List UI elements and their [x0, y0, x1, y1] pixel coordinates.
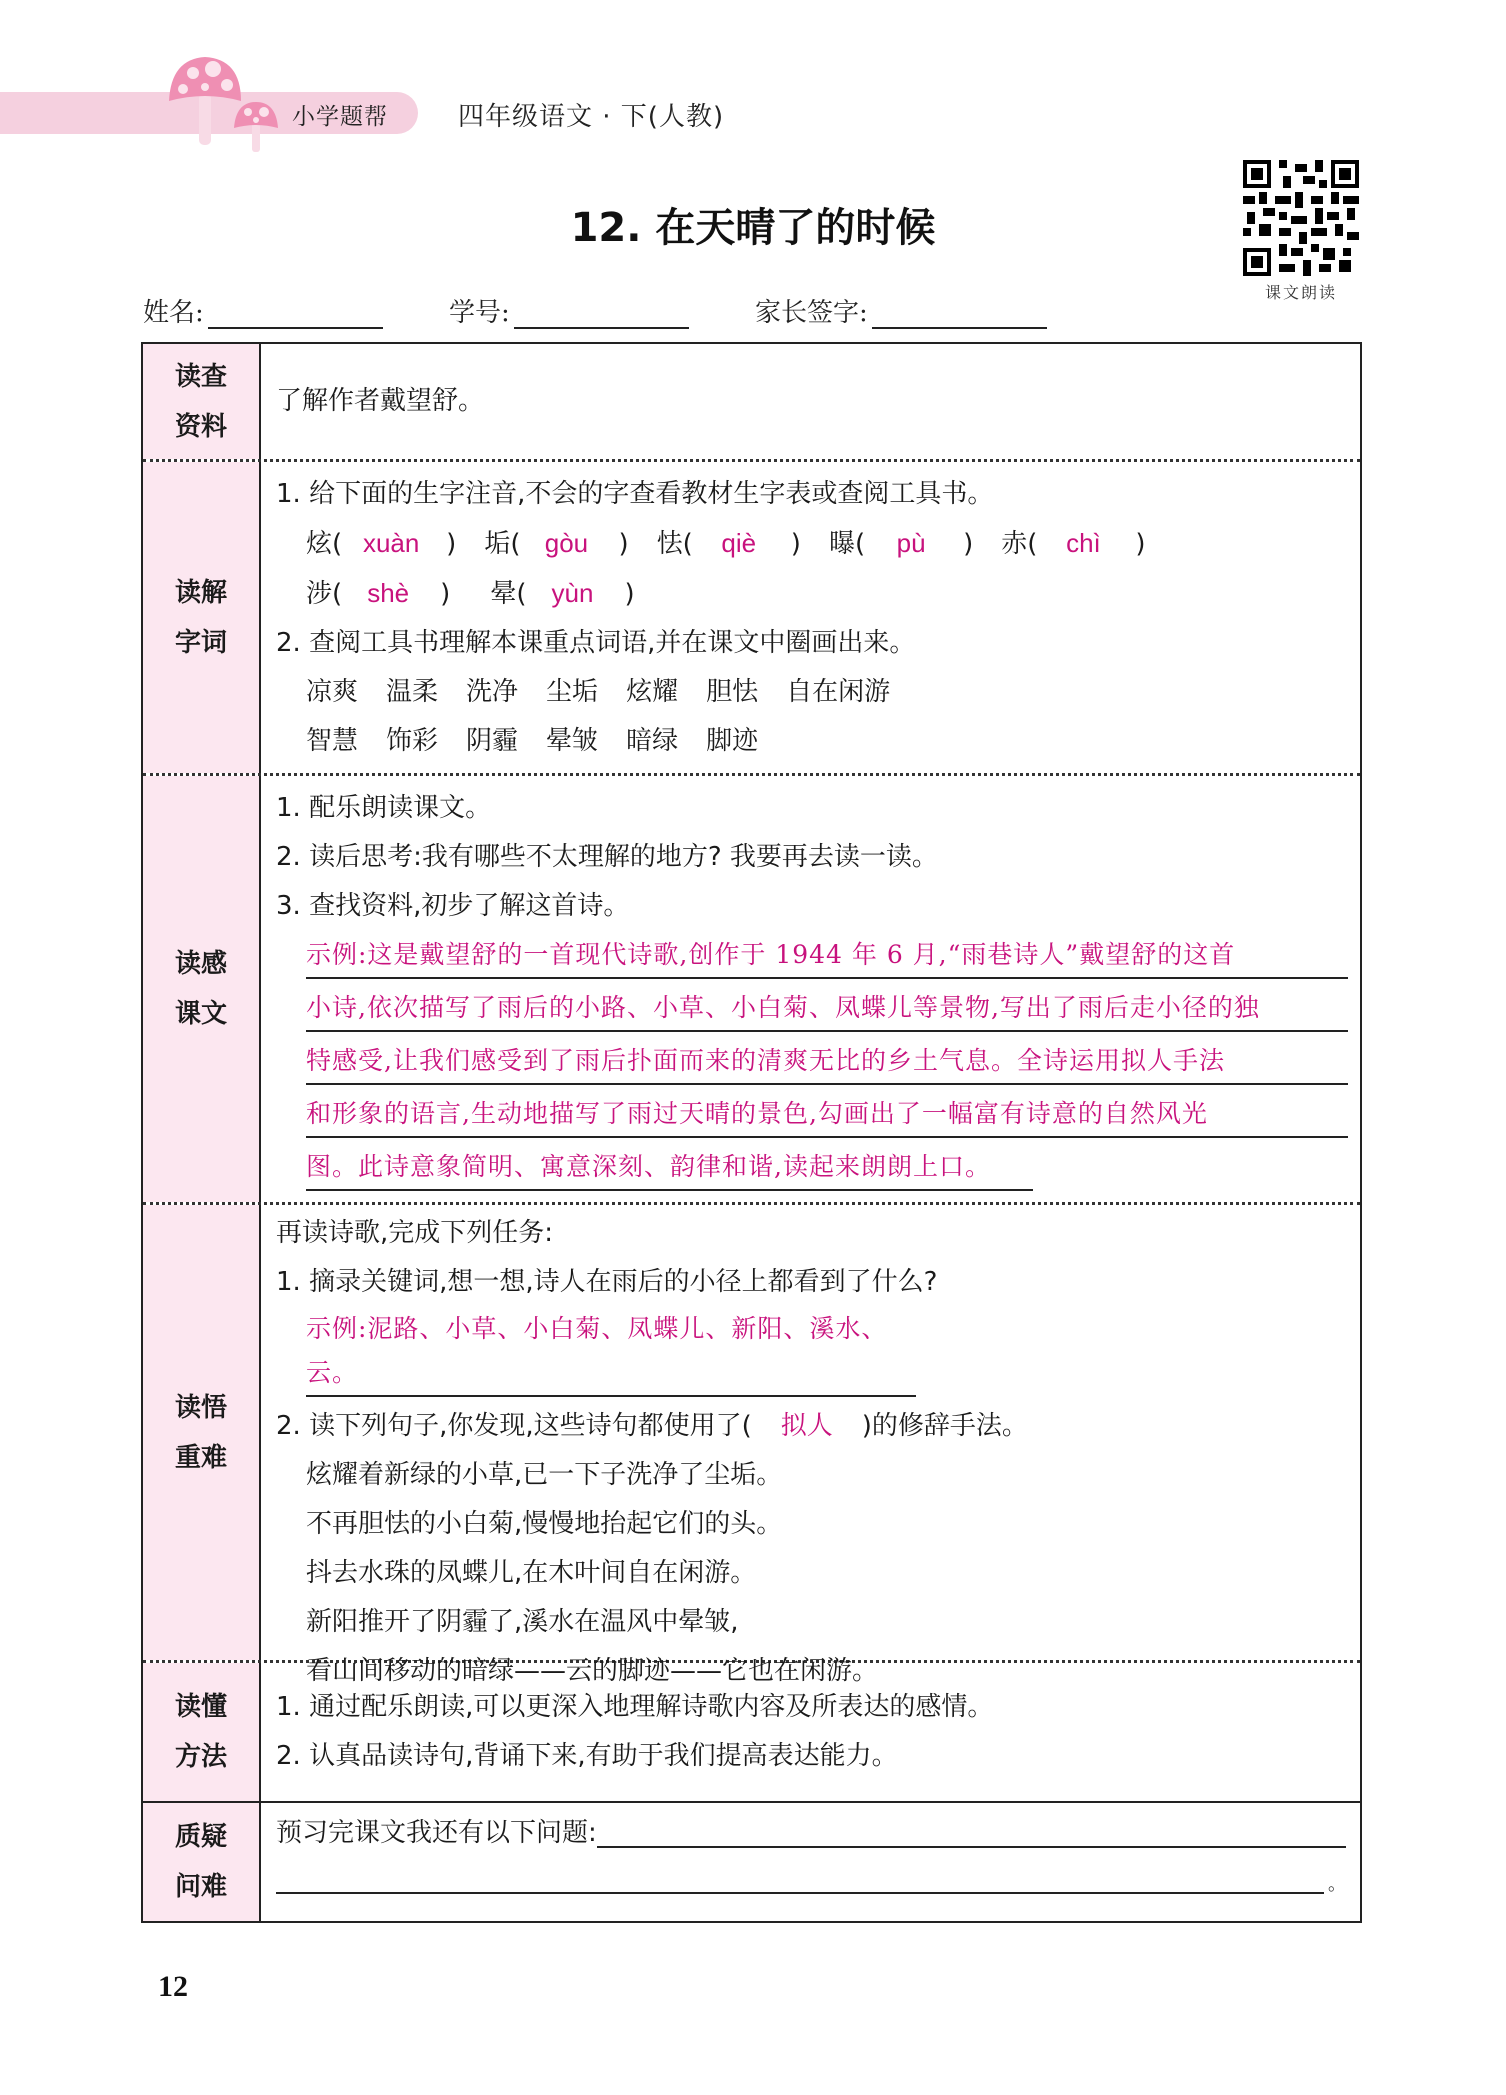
research-text: 了解作者戴望舒。 [276, 386, 485, 416]
section-content [261, 344, 1360, 459]
pinyin-row-1: 炫( xuàn ) 垢( gòu ) 怯( qiè ) 曝( pù ) 赤( chì ) [276, 519, 1346, 569]
answer-line: 小诗,依次描写了雨后的小路、小草、小白菊、凤蝶儿等景物,写出了雨后走小径的独 [306, 986, 1348, 1032]
answer-line: 示例:这是戴望舒的一首现代诗歌,创作于 1944 年 6 月,“雨巷诗人”戴望舒的这首 [306, 933, 1348, 979]
question-input-line-2[interactable] [276, 1864, 1324, 1894]
verse-line: 看山间移动的暗绿——云的脚迹——它也在闲游。 [306, 1656, 879, 1686]
section-label: 读悟 重难 [143, 1205, 261, 1660]
rhetoric-answer[interactable]: 拟人 [780, 1411, 833, 1441]
pinyin-row-2: 涉( shè ) 晕( yùn ) [276, 569, 1346, 619]
section-content [261, 1803, 1360, 1921]
name-blank[interactable] [208, 303, 383, 329]
section-content [261, 462, 1360, 773]
end-mark: 。 [1328, 1874, 1346, 1895]
worksheet-table [141, 342, 1362, 1923]
question-1: 1. 摘录关键词,想一想,诗人在雨后的小径上都看到了什么? [276, 1267, 938, 1297]
student-number-label: 学号: [449, 298, 510, 328]
qr-label: 课文朗读 [1264, 283, 1337, 302]
verse-line: 炫耀着新绿的小草,已一下子洗净了尘垢。 [306, 1460, 783, 1490]
name-label: 姓名: [143, 298, 204, 328]
answer-block [276, 1307, 1346, 1402]
verse-line: 新阳推开了阴霾了,溪水在温风中晕皱, [306, 1607, 739, 1637]
brand-name: 小学题帮 [292, 104, 388, 130]
method-item: 1. 通过配乐朗读,可以更深入地理解诗歌内容及所表达的感情。 [276, 1692, 994, 1722]
mushroom-icon-small [232, 100, 280, 152]
page-title: 12. 在天晴了的时候 [570, 205, 936, 251]
method-item: 2. 认真品读诗句,背诵下来,有助于我们提高表达能力。 [276, 1741, 898, 1771]
answer-line: 和形象的语言,生动地描写了雨过天晴的景色,勾画出了一幅富有诗意的自然风光 [306, 1092, 1348, 1138]
section-label: 读解 字词 [143, 462, 261, 773]
pinyin-answer[interactable]: yùn [551, 578, 594, 608]
parent-signature-field[interactable] [755, 292, 1047, 329]
pinyin-answer[interactable]: xuàn [362, 528, 420, 558]
verse-line: 不再胆怯的小白菊,慢慢地抬起它们的头。 [306, 1509, 783, 1539]
section-method [143, 1663, 1360, 1803]
pinyin-answer[interactable]: pù [896, 528, 926, 558]
question-2: 2. 读下列句子,你发现,这些诗句都使用了( 拟人 )的修辞手法。 [276, 1402, 1346, 1451]
answer-line: 特感受,让我们感受到了雨后扑面而来的清爽无比的乡土气息。全诗运用拟人手法 [306, 1039, 1348, 1085]
section-content [261, 776, 1362, 1202]
section-label: 质疑 问难 [143, 1803, 261, 1921]
pinyin-answer[interactable]: shè [367, 578, 410, 608]
pinyin-answer[interactable]: chì [1066, 528, 1101, 558]
pinyin-answer[interactable]: qiè [721, 528, 757, 558]
question-2: 2. 查阅工具书理解本课重点词语,并在课文中圈画出来。 [276, 628, 916, 658]
section-content [261, 1205, 1360, 1686]
word-list-2: 智慧 饰彩 阴霾 晕皱 暗绿 脚迹 [306, 726, 759, 756]
section-vocab [143, 462, 1360, 776]
section-content [261, 1663, 1360, 1801]
word-list-1: 凉爽 温柔 洗净 尘垢 炫耀 胆怯 自在闲游 [306, 677, 891, 707]
student-number-field[interactable] [449, 292, 689, 329]
reading-item: 3. 查找资料,初步了解这首诗。 [276, 891, 630, 921]
answer-block [276, 931, 1348, 1196]
section-research [143, 344, 1360, 462]
student-number-blank[interactable] [514, 303, 689, 329]
pinyin-answer[interactable]: gòu [544, 528, 589, 558]
reading-item: 2. 读后思考:我有哪些不太理解的地方? 我要再去读一读。 [276, 842, 938, 872]
answer-line: 图。此诗意象简明、寓意深刻、韵律和谐,读起来朗朗上口。 [306, 1145, 1033, 1191]
section-label: 读感 课文 [143, 776, 261, 1202]
book-subject: 四年级语文 · 下(人教) [458, 102, 725, 132]
reading-item: 1. 配乐朗读课文。 [276, 793, 492, 823]
task-intro: 再读诗歌,完成下列任务: [276, 1218, 554, 1248]
questions-prompt: 预习完课文我还有以下问题: [276, 1818, 597, 1848]
answer-line: 示例:泥路、小草、小白菊、凤蝶儿、新阳、溪水、云。 [306, 1307, 916, 1397]
verse-line: 抖去水珠的凤蝶儿,在木叶间自在闲游。 [306, 1558, 757, 1588]
question-1: 1. 给下面的生字注音,不会的字查看教材生字表或查阅工具书。 [276, 479, 994, 509]
name-field[interactable] [143, 292, 383, 329]
qr-code-icon[interactable] [1243, 160, 1359, 276]
section-questions [143, 1803, 1360, 1921]
section-key-points [143, 1205, 1360, 1686]
parent-signature-label: 家长签字: [755, 298, 868, 328]
section-label: 读懂 方法 [143, 1663, 261, 1801]
parent-signature-blank[interactable] [872, 303, 1047, 329]
section-label: 读查 资料 [143, 344, 261, 459]
question-input-line-1[interactable] [597, 1818, 1346, 1848]
section-reading [143, 776, 1360, 1205]
page-number: 12 [158, 1970, 188, 2003]
